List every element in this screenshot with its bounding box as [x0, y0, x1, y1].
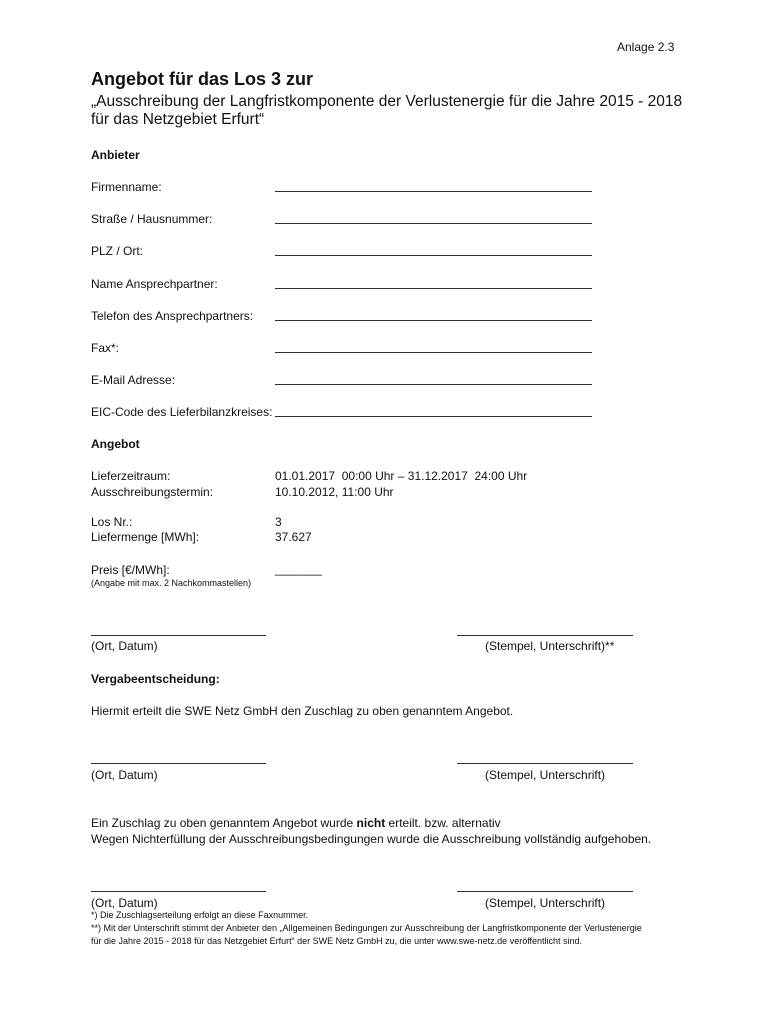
lieferzeitraum-value: 01.01.2017 00:00 Uhr – 31.12.2017 24:00 Uhr [275, 469, 528, 483]
page-title: Angebot für das Los 3 zur [91, 69, 314, 89]
angebot-heading: Angebot [91, 437, 140, 451]
anbieter-heading: Anbieter [91, 148, 140, 162]
vergabe-heading: Vergabeentscheidung: [91, 672, 220, 686]
alternative-line1-post: erteilt. bzw. alternativ [385, 816, 501, 830]
field-label-firmenname: Firmenname: [91, 180, 162, 194]
field-label-fax: Fax*: [91, 341, 120, 355]
sig2-left-line[interactable] [91, 763, 266, 764]
sig2-stempel-unterschrift: (Stempel, Unterschrift) [485, 768, 606, 782]
field-label-email: E-Mail Adresse: [91, 373, 176, 387]
sig1-ort-datum: (Ort, Datum) [91, 639, 158, 653]
field-label-telefon: Telefon des Ansprechpartners: [91, 309, 254, 323]
sig1-right-line[interactable] [457, 635, 633, 636]
sig1-stempel-unterschrift: (Stempel, Unterschrift)** [485, 639, 615, 653]
vergabe-text: Hiermit erteilt die SWE Netz GmbH den Zuschlag zu oben genanntem Angebot. [91, 704, 514, 718]
alternative-line1 [91, 816, 501, 830]
field-line-firmenname[interactable] [275, 191, 592, 192]
field-label-plz-ort: PLZ / Ort: [91, 244, 144, 258]
field-line-eic-code[interactable] [275, 416, 592, 417]
field-line-telefon[interactable] [275, 320, 592, 321]
sig3-left-line[interactable] [91, 891, 266, 892]
field-label-strasse: Straße / Hausnummer: [91, 212, 213, 226]
liefermenge-value: 37.627 [275, 530, 312, 544]
footnote-1: *) Die Zuschlagserteilung erfolgt an diese Faxnummer. [91, 910, 309, 920]
lieferzeitraum-label: Lieferzeitraum: [91, 469, 171, 483]
preis-note: (Angabe mit max. 2 Nachkommastellen) [91, 578, 252, 588]
preis-field[interactable]: _______ [275, 562, 322, 576]
field-line-strasse[interactable] [275, 223, 592, 224]
alternative-line2: Wegen Nichterfüllung der Ausschreibungsbedingungen wurde die Ausschreibung vollständig aufgehoben. [91, 832, 652, 846]
alternative-line1-bold: nicht [356, 816, 386, 830]
page-subtitle-line1: „Ausschreibung der Langfristkomponente der Verlustenergie für die Jahre 2015 - 2018 [91, 93, 683, 110]
preis-label: Preis [€/MWh]: [91, 563, 170, 577]
field-line-ansprechpartner[interactable] [275, 288, 592, 289]
page-subtitle-line2: für das Netzgebiet Erfurt“ [91, 111, 265, 128]
footnote-2-line2: für die Jahre 2015 - 2018 für das Netzgebiet Erfurt“ der SWE Netz GmbH zu, die unter www.swe-netz.de veröffentlicht sind. [91, 936, 583, 946]
sig1-left-line[interactable] [91, 635, 266, 636]
field-label-ansprechpartner: Name Ansprechpartner: [91, 277, 218, 291]
sig2-right-line[interactable] [457, 763, 633, 764]
los-label: Los Nr.: [91, 515, 133, 529]
sig3-ort-datum: (Ort, Datum) [91, 896, 158, 910]
anlage-label: Anlage 2.3 [617, 40, 675, 54]
field-line-fax[interactable] [275, 352, 592, 353]
termin-label: Ausschreibungstermin: [91, 485, 214, 499]
alternative-line1-pre: Ein Zuschlag zu oben genanntem Angebot wurde [91, 816, 357, 830]
field-line-email[interactable] [275, 384, 592, 385]
sig3-right-line[interactable] [457, 891, 633, 892]
los-value: 3 [275, 515, 282, 529]
termin-value: 10.10.2012, 11:00 Uhr [275, 485, 394, 499]
footnote-2-line1: **) Mit der Unterschrift stimmt der Anbieter den „Allgemeinen Bedingungen zur Ausschreibung der Langfristkomponente der Verlustenergie [91, 923, 642, 933]
field-line-plz-ort[interactable] [275, 255, 592, 256]
sig3-stempel-unterschrift: (Stempel, Unterschrift) [485, 896, 606, 910]
field-label-eic-code: EIC-Code des Lieferbilanzkreises: [91, 405, 273, 419]
sig2-ort-datum: (Ort, Datum) [91, 768, 158, 782]
liefermenge-label: Liefermenge [MWh]: [91, 530, 200, 544]
